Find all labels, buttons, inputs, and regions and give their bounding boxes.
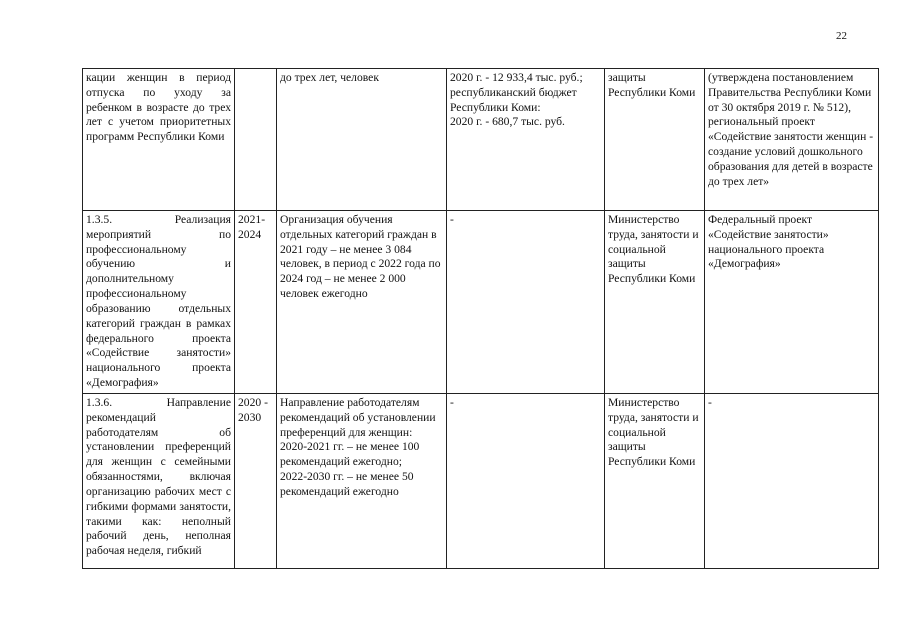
financing-cell: - (447, 393, 605, 568)
financing-cell: 2020 г. - 12 933,4 тыс. руб.; республиканский бюджет Республики Коми: 2020 г. - 680,7 тыс. руб. (447, 69, 605, 211)
table-row (83, 393, 879, 568)
table-row (83, 69, 879, 211)
period-cell: 2021- 2024 (235, 211, 277, 394)
period-cell (235, 69, 277, 211)
page-number: 22 (836, 30, 847, 42)
executor-cell: защиты Республики Коми (605, 69, 705, 211)
basis-cell: - (705, 393, 879, 568)
table-row (83, 211, 879, 394)
basis-cell: (утверждена постановлением Правительства Республики Коми от 30 октября 2019 г. № 512), региональный проект «Содействие занятости женщин - создание условий дошкольного образования для детей в возрасте до трех лет» (705, 69, 879, 211)
indicator-cell: Направление работодателям рекомендаций об установлении преференций для женщин: 2020-2021 гг. – не менее 100 рекомендаций ежегодно; 2022-2030 гг. – не менее 50 рекомендаций ежегодно (277, 393, 447, 568)
indicator-cell: Организация обучения отдельных категорий граждан в 2021 году – не менее 3 084 человек, в период с 2022 года по 2024 год – не менее 2 000 человек ежегодно (277, 211, 447, 394)
measure-name-cell: 1.3.5. Реализация мероприятий по профессиональному обучению и дополнительному профессиональному образованию отдельных категорий граждан в рамках федерального проекта «Содействие занятости» национального проекта «Демография» (83, 211, 235, 394)
measure-name-cell: 1.3.6. Направление рекомендаций работодателям об установлении преференций для женщин с семейными обязанностями, включая организацию рабочих мест с гибкими формами занятости, такими как: неполный рабочий день, неполная рабочая неделя, гибкий (83, 393, 235, 568)
financing-cell: - (447, 211, 605, 394)
basis-cell: Федеральный проект «Содействие занятости» национального проекта «Демография» (705, 211, 879, 394)
indicator-cell: до трех лет, человек (277, 69, 447, 211)
executor-cell: Министерство труда, занятости и социальной защиты Республики Коми (605, 393, 705, 568)
measure-name-cell: кации женщин в период отпуска по уходу за ребенком в возрасте до трех лет с учетом приоритетных программ Республики Коми (83, 69, 235, 211)
period-cell: 2020 - 2030 (235, 393, 277, 568)
executor-cell: Министерство труда, занятости и социальной защиты Республики Коми (605, 211, 705, 394)
measures-table (82, 68, 879, 569)
